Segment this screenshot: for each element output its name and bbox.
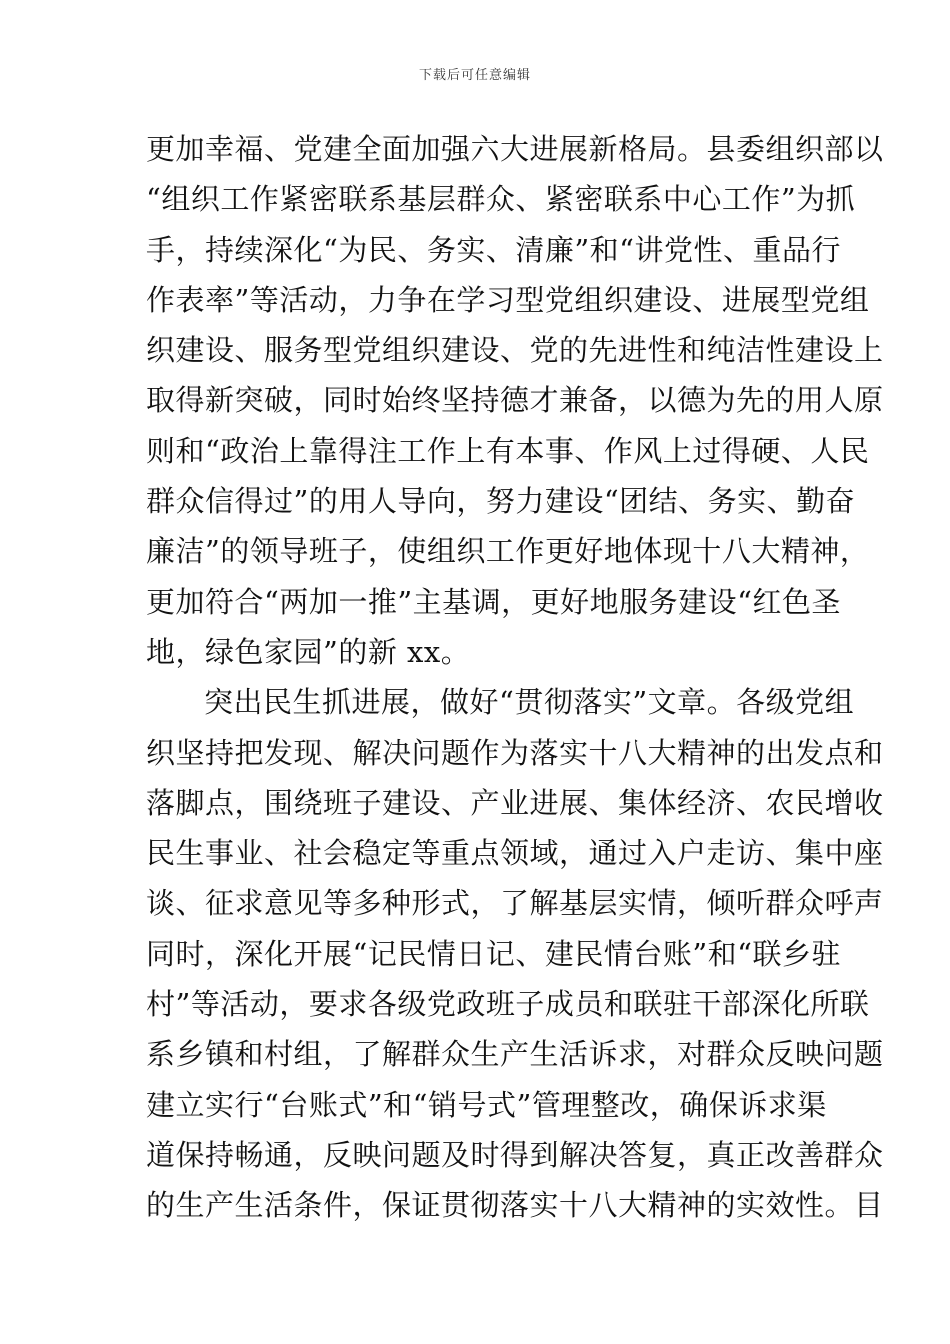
text-line-13: 织坚持把发现、解决问题作为落实十八大精神的出发点和 [146, 735, 884, 770]
text-line-5: 织建设、服务型党组织建设、党的先进性和纯洁性建设上 [146, 333, 884, 368]
text-line-20: 建立实行“台账式”和“销号式”管理整改，确保诉求渠 [146, 1087, 827, 1122]
text-line-11: 地，绿色家园”的新 xx。 [146, 634, 471, 669]
text-line-21: 道保持畅通，反映问题及时得到解决答复，真正改善群众 [146, 1137, 884, 1172]
text-line-7: 则和“政治上靠得注工作上有本事、作风上过得硬、人民 [146, 433, 870, 468]
text-line-15: 民生事业、社会稳定等重点领域，通过入户走访、集中座 [146, 836, 884, 871]
text-line-2: “组织工作紧密联系基层群众、紧密联系中心工作”为抓 [146, 182, 856, 217]
page-header-note: 下载后可任意编辑 [418, 68, 531, 83]
text-line-19: 系乡镇和村组，了解群众生产生活诉求，对群众反映问题 [146, 1037, 884, 1072]
text-line-10: 更加符合“两加一推”主基调，更好地服务建设“红色圣 [146, 584, 841, 619]
text-line-22: 的生产生活条件，保证贯彻落实十八大精神的实效性。目 [146, 1188, 884, 1223]
text-line-3: 手，持续深化“为民、务实、清廉”和“讲党性、重品行 [146, 232, 841, 267]
text-line-18: 村”等活动，要求各级党政班子成员和联驻干部深化所联 [146, 987, 870, 1022]
text-line-16: 谈、征求意见等多种形式，了解基层实情，倾听群众呼声 [146, 886, 884, 921]
text-line-4: 作表率”等活动，力争在学习型党组织建设、进展型党组 [146, 282, 870, 317]
document-body [146, 124, 884, 1231]
text-line-12: 突出民生抓进展，做好“贯彻落实”文章。各级党组 [204, 685, 855, 720]
text-line-9: 廉洁”的领导班子，使组织工作更好地体现十八大精神， [146, 534, 870, 569]
text-line-17: 同时，深化开展“记民情日记、建民情台账”和“联乡驻 [146, 936, 841, 971]
text-line-6: 取得新突破，同时始终坚持德才兼备，以德为先的用人原 [146, 383, 884, 418]
text-line-1: 更加幸福、党建全面加强六大进展新格局。县委组织部以 [146, 132, 884, 166]
text-line-14: 落脚点，围绕班子建设、产业进展、集体经济、农民增收 [146, 785, 884, 820]
text-line-8: 群众信得过”的用人导向，努力建设“团结、务实、勤奋 [146, 484, 856, 519]
